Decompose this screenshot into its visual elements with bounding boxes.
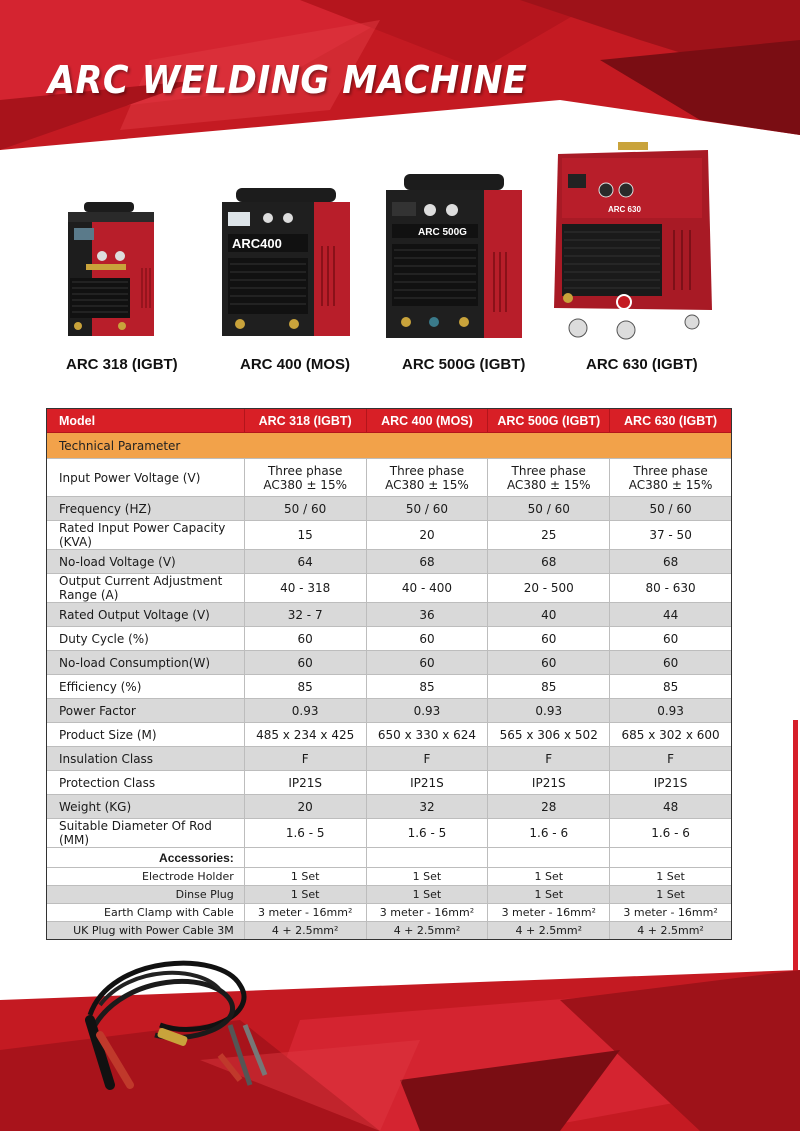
cable-accessory-image xyxy=(70,945,280,1100)
table-cell: 1.6 - 6 xyxy=(610,819,732,848)
table-cell: 50 / 60 xyxy=(244,497,366,521)
header-cell: Model xyxy=(47,409,245,433)
accessory-cell: 1 Set xyxy=(366,868,488,886)
empty-cell xyxy=(366,848,488,868)
empty-cell xyxy=(488,848,610,868)
table-cell: 0.93 xyxy=(366,699,488,723)
page-title: ARC WELDING MACHINE xyxy=(48,58,528,102)
table-cell: 68 xyxy=(488,550,610,574)
row-label: Insulation Class xyxy=(47,747,245,771)
table-row xyxy=(47,723,732,747)
table-row xyxy=(47,574,732,603)
header-cell: ARC 500G (IGBT) xyxy=(488,409,610,433)
row-label: Rated Output Voltage (V) xyxy=(47,603,245,627)
table-cell: 60 xyxy=(366,651,488,675)
row-label: Frequency (HZ) xyxy=(47,497,245,521)
table-row xyxy=(47,603,732,627)
table-cell: 25 xyxy=(488,521,610,550)
table-cell: 40 - 400 xyxy=(366,574,488,603)
machine-arc400-image xyxy=(218,186,354,342)
table-cell: 60 xyxy=(610,651,732,675)
machine-arc500g-image xyxy=(384,172,526,342)
row-label: No-load Voltage (V) xyxy=(47,550,245,574)
table-cell: IP21S xyxy=(488,771,610,795)
table-cell: F xyxy=(610,747,732,771)
table-row xyxy=(47,675,732,699)
table-cell: 15 xyxy=(244,521,366,550)
accessory-label: Electrode Holder xyxy=(47,868,245,886)
section-label: Technical Parameter xyxy=(47,433,732,459)
table-cell: 50 / 60 xyxy=(488,497,610,521)
accessory-label: UK Plug with Power Cable 3M xyxy=(47,922,245,940)
accessory-cell: 1 Set xyxy=(488,868,610,886)
accessory-cell: 1 Set xyxy=(488,886,610,904)
table-cell: 50 / 60 xyxy=(366,497,488,521)
table-row xyxy=(47,819,732,848)
table-row xyxy=(47,497,732,521)
table-row xyxy=(47,627,732,651)
accessory-cell: 3 meter - 16mm² xyxy=(366,904,488,922)
empty-cell xyxy=(244,848,366,868)
accessory-cell: 1 Set xyxy=(244,886,366,904)
row-label: Efficiency (%) xyxy=(47,675,245,699)
table-cell: 85 xyxy=(366,675,488,699)
section-row xyxy=(47,433,732,459)
accessories-label: Accessories: xyxy=(47,848,245,868)
header-cell: ARC 630 (IGBT) xyxy=(610,409,732,433)
table-row xyxy=(47,550,732,574)
table-cell: 60 xyxy=(488,651,610,675)
table-cell: Three phase AC380 ± 15% xyxy=(244,459,366,497)
table-cell: 60 xyxy=(244,627,366,651)
row-label: Power Factor xyxy=(47,699,245,723)
accessories-header-row xyxy=(47,848,732,868)
row-label: Product Size (M) xyxy=(47,723,245,747)
machine-arc630-image xyxy=(548,140,718,342)
table-cell: 565 x 306 x 502 xyxy=(488,723,610,747)
table-row xyxy=(47,699,732,723)
machine-label-arc318: ARC 318 (IGBT) xyxy=(66,356,178,373)
accessory-cell: 4 + 2.5mm² xyxy=(610,922,732,940)
accessory-cell: 3 meter - 16mm² xyxy=(488,904,610,922)
table-cell: 37 - 50 xyxy=(610,521,732,550)
table-row xyxy=(47,747,732,771)
machine-label-arc500g: ARC 500G (IGBT) xyxy=(402,356,526,373)
accessory-cell: 1 Set xyxy=(244,868,366,886)
table-cell: 1.6 - 5 xyxy=(244,819,366,848)
table-cell: 20 - 500 xyxy=(488,574,610,603)
table-cell: 60 xyxy=(244,651,366,675)
header-cell: ARC 318 (IGBT) xyxy=(244,409,366,433)
accessory-cell: 4 + 2.5mm² xyxy=(366,922,488,940)
table-cell: 85 xyxy=(488,675,610,699)
table-cell: 0.93 xyxy=(488,699,610,723)
table-cell: 36 xyxy=(366,603,488,627)
spec-table xyxy=(46,408,732,940)
table-cell: F xyxy=(488,747,610,771)
table-cell: 40 - 318 xyxy=(244,574,366,603)
table-cell: 48 xyxy=(610,795,732,819)
table-cell: 650 x 330 x 624 xyxy=(366,723,488,747)
row-label: Output Current Adjustment Range (A) xyxy=(47,574,245,603)
accessory-row xyxy=(47,868,732,886)
table-cell: 28 xyxy=(488,795,610,819)
table-row xyxy=(47,771,732,795)
table-cell: 44 xyxy=(610,603,732,627)
accessory-cell: 4 + 2.5mm² xyxy=(244,922,366,940)
row-label: Rated Input Power Capacity (KVA) xyxy=(47,521,245,550)
table-row xyxy=(47,521,732,550)
machine-label-arc400: ARC 400 (MOS) xyxy=(240,356,351,373)
table-cell: IP21S xyxy=(366,771,488,795)
table-cell: 85 xyxy=(610,675,732,699)
table-cell: 60 xyxy=(488,627,610,651)
table-cell: 1.6 - 5 xyxy=(366,819,488,848)
accessory-cell: 1 Set xyxy=(610,868,732,886)
table-cell: 80 - 630 xyxy=(610,574,732,603)
accessory-cell: 1 Set xyxy=(366,886,488,904)
machine-badge-arc630: ARC 630 xyxy=(608,205,641,214)
row-label: Suitable Diameter Of Rod (MM) xyxy=(47,819,245,848)
row-label: Protection Class xyxy=(47,771,245,795)
table-cell: 685 x 302 x 600 xyxy=(610,723,732,747)
table-cell: 85 xyxy=(244,675,366,699)
table-cell: 1.6 - 6 xyxy=(488,819,610,848)
table-row xyxy=(47,459,732,497)
table-cell: 0.93 xyxy=(610,699,732,723)
table-cell: Three phase AC380 ± 15% xyxy=(610,459,732,497)
table-cell: 60 xyxy=(610,627,732,651)
accessory-label: Earth Clamp with Cable xyxy=(47,904,245,922)
accessory-row xyxy=(47,904,732,922)
table-cell: F xyxy=(244,747,366,771)
table-cell: 64 xyxy=(244,550,366,574)
machine-arc318-image xyxy=(62,198,158,344)
table-header-row xyxy=(47,409,732,433)
accessory-cell: 4 + 2.5mm² xyxy=(488,922,610,940)
accent-bar xyxy=(793,720,798,980)
table-cell: Three phase AC380 ± 15% xyxy=(488,459,610,497)
row-label: Input Power Voltage (V) xyxy=(47,459,245,497)
table-row xyxy=(47,795,732,819)
accessory-cell: 3 meter - 16mm² xyxy=(244,904,366,922)
table-cell: IP21S xyxy=(610,771,732,795)
table-cell: 60 xyxy=(366,627,488,651)
accessory-row xyxy=(47,886,732,904)
table-cell: 50 / 60 xyxy=(610,497,732,521)
accessory-label: Dinse Plug xyxy=(47,886,245,904)
accessory-cell: 3 meter - 16mm² xyxy=(610,904,732,922)
row-label: Duty Cycle (%) xyxy=(47,627,245,651)
row-label: No-load Consumption(W) xyxy=(47,651,245,675)
header-cell: ARC 400 (MOS) xyxy=(366,409,488,433)
table-cell: IP21S xyxy=(244,771,366,795)
empty-cell xyxy=(610,848,732,868)
table-cell: 32 - 7 xyxy=(244,603,366,627)
table-cell: 20 xyxy=(244,795,366,819)
table-cell: 32 xyxy=(366,795,488,819)
table-cell: 485 x 234 x 425 xyxy=(244,723,366,747)
table-cell: Three phase AC380 ± 15% xyxy=(366,459,488,497)
table-cell: 40 xyxy=(488,603,610,627)
table-cell: F xyxy=(366,747,488,771)
table-cell: 0.93 xyxy=(244,699,366,723)
row-label: Weight (KG) xyxy=(47,795,245,819)
machine-label-arc630: ARC 630 (IGBT) xyxy=(586,356,698,373)
machine-badge-arc500g: ARC 500G xyxy=(418,227,467,238)
table-cell: 68 xyxy=(610,550,732,574)
table-cell: 68 xyxy=(366,550,488,574)
table-row xyxy=(47,651,732,675)
accessory-cell: 1 Set xyxy=(610,886,732,904)
machine-badge-arc400: ARC400 xyxy=(232,236,282,251)
table-cell: 20 xyxy=(366,521,488,550)
accessory-row xyxy=(47,922,732,940)
